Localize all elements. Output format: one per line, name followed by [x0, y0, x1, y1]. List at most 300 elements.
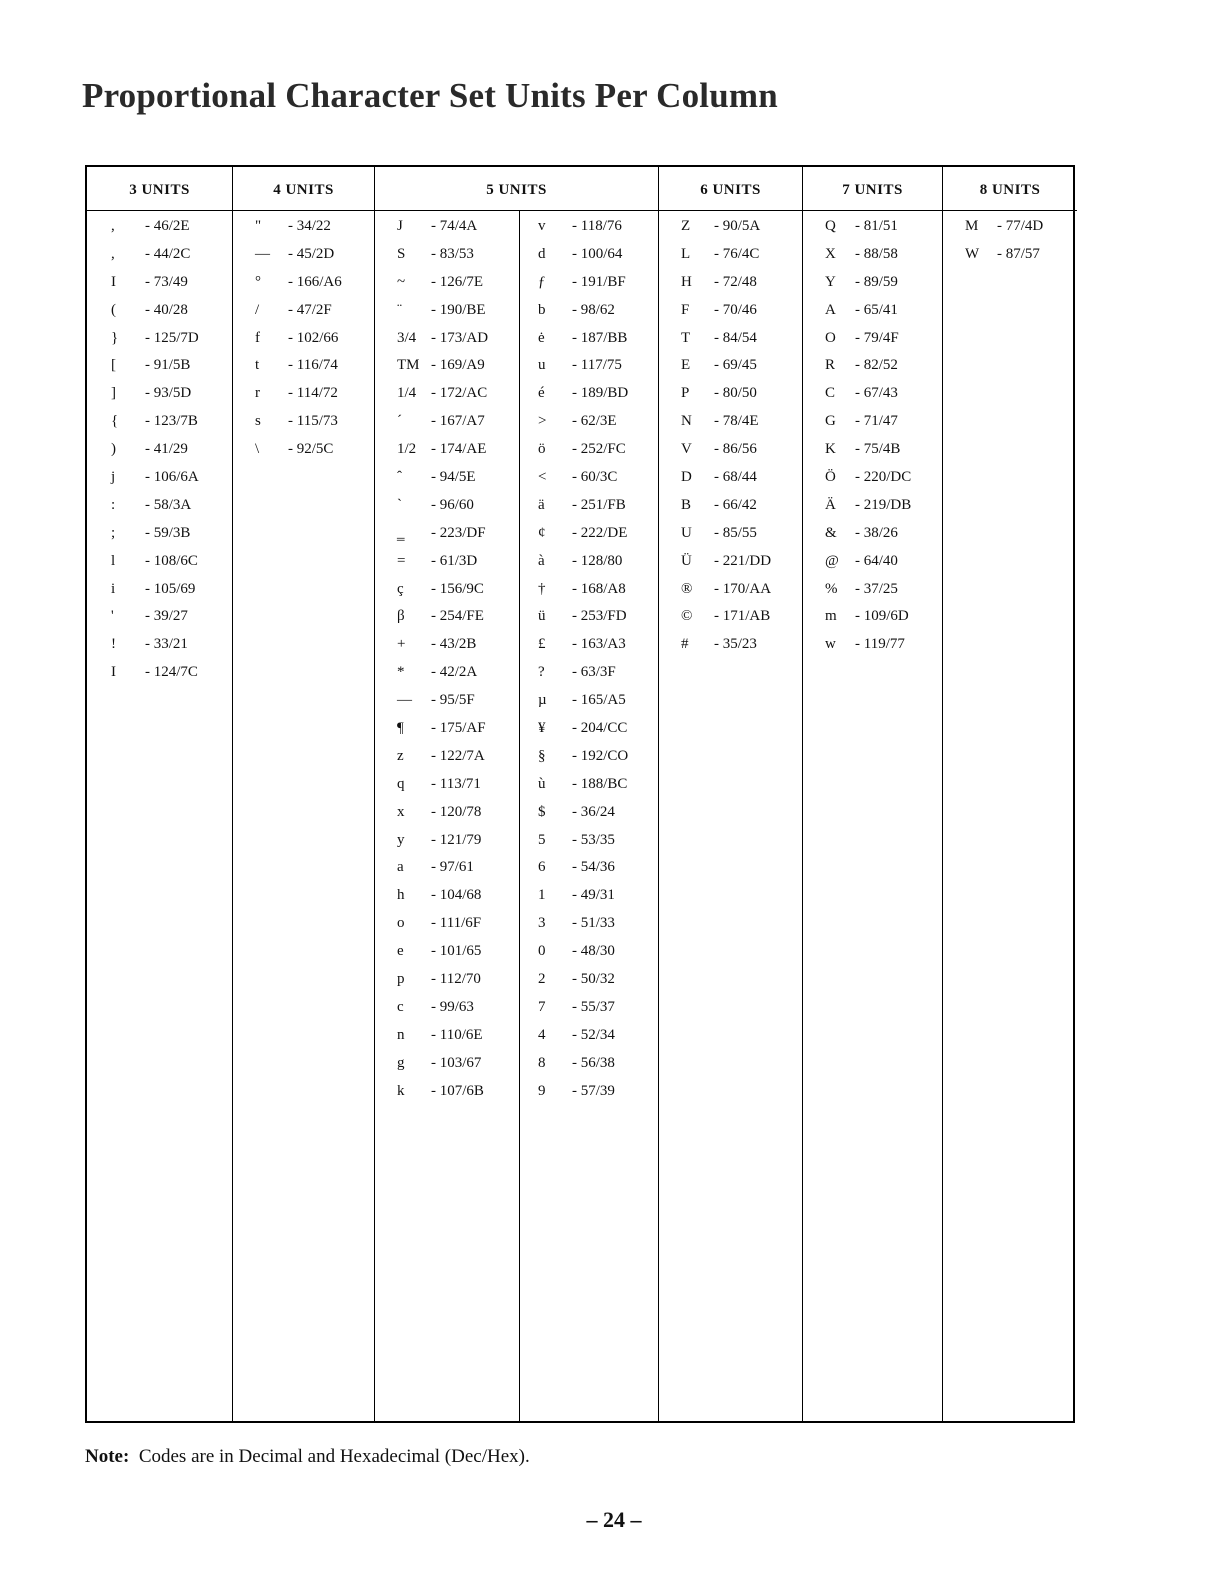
character-glyph: ~ — [397, 273, 406, 290]
column-header: 4 UNITS — [233, 167, 374, 211]
character-code: - 61/3D — [431, 552, 478, 569]
character-glyph: U — [681, 524, 692, 541]
character-glyph: Ö — [825, 469, 836, 486]
character-glyph: 5 — [538, 831, 546, 848]
character-entry — [87, 216, 232, 244]
character-code: - 222/DE — [572, 524, 628, 541]
character-code: - 85/55 — [714, 524, 757, 541]
character-glyph: β — [397, 608, 405, 625]
character-glyph: L — [681, 245, 691, 262]
character-code: - 97/61 — [431, 859, 474, 876]
character-code: - 90/5A — [714, 218, 761, 234]
character-entry — [659, 355, 802, 383]
column-header: 6 UNITS — [659, 167, 802, 211]
character-code: - 113/71 — [431, 775, 481, 792]
character-code: - 109/6D — [855, 608, 909, 625]
character-code: - 35/23 — [714, 636, 757, 653]
character-entry — [375, 244, 658, 272]
character-code: - 106/6A — [145, 469, 199, 486]
character-code: - 50/32 — [572, 971, 615, 988]
character-entry — [375, 662, 658, 690]
character-entry — [375, 1081, 658, 1109]
character-glyph: F — [681, 301, 690, 318]
character-glyph: † — [538, 580, 546, 597]
character-entry — [803, 328, 942, 356]
character-entry — [803, 495, 942, 523]
character-glyph: ˆ — [397, 469, 402, 486]
character-code: - 120/78 — [431, 803, 482, 820]
column-header: 7 UNITS — [803, 167, 942, 211]
character-list — [375, 216, 658, 1109]
character-code: - 49/31 — [572, 887, 615, 904]
character-glyph: a — [397, 859, 404, 876]
column-header: 3 UNITS — [87, 167, 232, 211]
character-code: - 100/64 — [572, 245, 623, 262]
character-code: - 44/2C — [145, 245, 191, 262]
character-code: - 91/5B — [145, 357, 191, 374]
units-column — [943, 167, 1077, 1421]
character-glyph: , — [111, 218, 115, 234]
character-code: - 96/60 — [431, 496, 474, 513]
character-list — [803, 216, 942, 662]
character-glyph: P — [681, 385, 690, 402]
character-code: - 124/7C — [145, 664, 198, 681]
character-glyph: t — [255, 357, 260, 374]
character-glyph: d — [538, 245, 546, 262]
character-entry — [375, 774, 658, 802]
units-column — [87, 167, 233, 1421]
character-entry — [803, 411, 942, 439]
character-entry — [803, 467, 942, 495]
character-glyph: p — [397, 971, 405, 988]
character-code: - 156/9C — [431, 580, 484, 597]
character-glyph: ù — [538, 775, 546, 792]
character-entry — [659, 411, 802, 439]
character-entry — [233, 383, 374, 411]
character-entry — [943, 216, 1077, 244]
character-glyph: ¶ — [397, 720, 404, 737]
character-entry — [87, 439, 232, 467]
page-number: – 24 – — [586, 1507, 642, 1532]
character-code: - 187/BB — [572, 329, 628, 346]
character-entry — [803, 551, 942, 579]
character-code: - 65/41 — [855, 301, 898, 318]
character-code: - 53/35 — [572, 831, 615, 848]
character-code: - 116/74 — [288, 357, 338, 374]
character-code: - 82/52 — [855, 357, 898, 374]
character-list — [233, 216, 374, 467]
character-entry — [87, 328, 232, 356]
units-column — [803, 167, 943, 1421]
character-glyph: I — [111, 664, 116, 681]
character-code: - 125/7D — [145, 329, 199, 346]
character-entry — [659, 439, 802, 467]
character-entry — [375, 718, 658, 746]
character-entry — [659, 467, 802, 495]
character-glyph: R — [825, 357, 836, 374]
character-code: - 70/46 — [714, 301, 757, 318]
character-glyph: : — [111, 496, 116, 513]
character-glyph: 2 — [538, 971, 546, 988]
character-code: - 37/25 — [855, 580, 898, 597]
character-entry — [659, 328, 802, 356]
character-glyph: o — [397, 915, 405, 932]
character-entry — [803, 579, 942, 607]
character-code: - 42/2A — [431, 664, 478, 681]
character-code: - 126/7E — [431, 273, 484, 290]
character-code: - 115/73 — [288, 413, 338, 430]
character-code: - 101/65 — [431, 943, 482, 960]
character-code: - 68/44 — [714, 469, 757, 486]
character-glyph: % — [825, 580, 838, 597]
character-code: - 107/6B — [431, 1082, 484, 1099]
character-code: - 110/6E — [431, 1026, 483, 1043]
column-header: 8 UNITS — [943, 167, 1077, 211]
character-glyph: Ü — [681, 552, 692, 569]
character-code: - 54/36 — [572, 859, 615, 876]
character-code: - 118/76 — [572, 218, 622, 234]
character-code: - 78/4E — [714, 413, 759, 430]
character-glyph: ! — [111, 636, 116, 653]
character-glyph: w — [825, 636, 836, 653]
character-code: - 190/BE — [431, 301, 486, 318]
character-code: - 254/FE — [431, 608, 484, 625]
character-glyph: © — [681, 608, 693, 625]
character-entry — [803, 523, 942, 551]
character-entry — [87, 411, 232, 439]
character-code: - 163/A3 — [572, 636, 626, 653]
character-entry — [233, 244, 374, 272]
character-glyph: B — [681, 496, 692, 513]
character-code: - 170/AA — [714, 580, 772, 597]
character-code: - 33/21 — [145, 636, 188, 653]
character-code: - 95/5F — [431, 692, 475, 709]
character-code: - 105/69 — [145, 580, 196, 597]
character-glyph: ‗ — [397, 524, 405, 541]
character-glyph: M — [965, 218, 979, 234]
character-glyph: N — [681, 413, 692, 430]
character-code: - 43/2B — [431, 636, 477, 653]
character-entry — [803, 355, 942, 383]
character-entry — [375, 579, 658, 607]
character-code: - 104/68 — [431, 887, 482, 904]
character-code: - 102/66 — [288, 329, 339, 346]
character-code: - 38/26 — [855, 524, 898, 541]
character-entry — [375, 802, 658, 830]
units-column — [375, 167, 659, 1421]
character-code: - 171/AB — [714, 608, 771, 625]
character-glyph: & — [825, 524, 837, 541]
character-glyph: m — [825, 608, 837, 625]
character-glyph: ü — [538, 608, 546, 625]
character-glyph: r — [255, 385, 260, 402]
character-entry — [87, 634, 232, 662]
character-code: - 89/59 — [855, 273, 898, 290]
character-code: - 46/2E — [145, 218, 190, 234]
character-code: - 94/5E — [431, 469, 476, 486]
character-entry — [803, 216, 942, 244]
character-list — [87, 216, 232, 690]
character-code: - 165/A5 — [572, 692, 626, 709]
character-entry — [87, 662, 232, 690]
character-glyph: @ — [825, 552, 839, 569]
character-code: - 93/5D — [145, 385, 192, 402]
character-glyph: b — [538, 301, 546, 318]
character-glyph: j — [111, 469, 116, 486]
character-code: - 34/22 — [288, 218, 331, 234]
character-code: - 108/6C — [145, 552, 198, 569]
character-glyph: ` — [397, 496, 402, 513]
character-entry — [233, 439, 374, 467]
character-code: - 36/24 — [572, 803, 615, 820]
character-code: - 83/53 — [431, 245, 474, 262]
character-entry — [375, 467, 658, 495]
character-code: - 66/42 — [714, 496, 757, 513]
character-glyph: i — [111, 580, 116, 597]
character-entry — [375, 885, 658, 913]
character-code: - 67/43 — [855, 385, 898, 402]
character-glyph: * — [397, 664, 405, 681]
character-code: - 167/A7 — [431, 413, 485, 430]
character-entry — [659, 300, 802, 328]
character-glyph: 0 — [538, 943, 546, 960]
character-code: - 76/4C — [714, 245, 760, 262]
character-glyph: ; — [111, 524, 116, 541]
character-glyph: ´ — [397, 413, 402, 430]
character-code: - 119/77 — [855, 636, 905, 653]
character-glyph: Z — [681, 218, 691, 234]
character-glyph: ¨ — [397, 301, 402, 318]
character-code: - 87/57 — [997, 245, 1040, 262]
character-glyph: 8 — [538, 1054, 546, 1071]
character-entry — [233, 216, 374, 244]
character-glyph: u — [538, 357, 546, 374]
character-entry — [375, 1025, 658, 1053]
character-code: - 122/7A — [431, 747, 485, 764]
character-list — [659, 216, 802, 662]
character-code: - 252/FC — [572, 441, 626, 458]
character-glyph: Q — [825, 218, 836, 234]
character-code: - 69/45 — [714, 357, 757, 374]
footnote — [85, 1446, 530, 1468]
character-entry — [803, 300, 942, 328]
character-code: - 77/4D — [997, 218, 1044, 234]
character-glyph: " — [255, 218, 262, 234]
character-glyph: = — [397, 552, 406, 569]
character-code: - 172/AC — [431, 385, 488, 402]
character-glyph: — — [397, 692, 412, 709]
character-glyph: µ — [538, 692, 547, 709]
character-entry — [803, 383, 942, 411]
character-glyph: à — [538, 552, 545, 569]
character-entry — [233, 300, 374, 328]
character-entry — [233, 328, 374, 356]
character-glyph: s — [255, 413, 261, 430]
character-glyph: ė — [538, 329, 545, 346]
character-entry — [87, 579, 232, 607]
character-entry — [375, 439, 658, 467]
character-glyph: ö — [538, 441, 546, 458]
character-glyph: $ — [538, 803, 546, 820]
character-entry — [233, 272, 374, 300]
character-code: - 84/54 — [714, 329, 757, 346]
note-label: Note: — [85, 1446, 130, 1467]
character-code: - 188/BC — [572, 775, 628, 792]
character-glyph: 7 — [538, 998, 546, 1015]
character-code: - 81/51 — [855, 218, 898, 234]
character-list — [943, 216, 1077, 272]
character-entry — [659, 272, 802, 300]
character-entry — [375, 411, 658, 439]
character-glyph: / — [255, 301, 260, 318]
character-glyph: # — [681, 636, 689, 653]
note-text: Codes are in Decimal and Hexadecimal (Dec/Hex). — [138, 1446, 530, 1467]
character-code: - 51/33 — [572, 915, 615, 932]
units-column — [659, 167, 803, 1421]
character-glyph: £ — [538, 636, 546, 653]
character-glyph: A — [825, 301, 836, 318]
character-glyph: TM — [397, 357, 420, 374]
character-glyph: C — [825, 385, 836, 402]
character-glyph: \ — [255, 441, 260, 458]
character-entry — [659, 634, 802, 662]
character-entry — [87, 272, 232, 300]
character-code: - 48/30 — [572, 943, 615, 960]
character-glyph: — — [255, 245, 270, 262]
character-entry — [943, 244, 1077, 272]
character-code: - 121/79 — [431, 831, 482, 848]
character-entry — [803, 634, 942, 662]
character-glyph: 4 — [538, 1026, 546, 1043]
character-entry — [87, 244, 232, 272]
character-entry — [375, 551, 658, 579]
character-glyph: y — [397, 831, 405, 848]
character-entry — [803, 272, 942, 300]
character-entry — [659, 551, 802, 579]
character-code: - 56/38 — [572, 1054, 615, 1071]
character-glyph: S — [397, 245, 406, 262]
character-glyph: § — [538, 747, 546, 764]
character-entry — [87, 606, 232, 634]
character-code: - 55/37 — [572, 998, 615, 1015]
character-entry — [803, 244, 942, 272]
character-entry — [87, 383, 232, 411]
character-glyph: [ — [111, 357, 116, 374]
character-entry — [375, 634, 658, 662]
character-glyph: T — [681, 329, 691, 346]
character-code: - 99/63 — [431, 998, 474, 1015]
character-glyph: ] — [111, 385, 116, 402]
character-glyph: q — [397, 775, 405, 792]
character-glyph: ( — [111, 301, 116, 318]
character-entry — [375, 1053, 658, 1081]
character-code: - 103/67 — [431, 1054, 482, 1071]
character-code: - 123/7B — [145, 413, 198, 430]
character-glyph: D — [681, 469, 692, 486]
character-code: - 112/70 — [431, 971, 481, 988]
character-glyph: 3/4 — [397, 329, 417, 346]
character-entry — [375, 328, 658, 356]
column-header: 5 UNITS — [375, 167, 658, 211]
character-code: - 111/6F — [431, 915, 482, 932]
character-glyph: ä — [538, 496, 545, 513]
character-entry — [375, 216, 658, 244]
character-code: - 60/3C — [572, 469, 618, 486]
character-code: - 47/2F — [288, 301, 332, 318]
character-glyph: ° — [255, 273, 261, 290]
page-title: Proportional Character Set Units Per Column — [82, 76, 778, 115]
character-glyph: g — [397, 1054, 405, 1071]
character-glyph: Ä — [825, 496, 836, 513]
character-glyph: ' — [111, 608, 114, 625]
character-entry — [659, 523, 802, 551]
character-code: - 204/CC — [572, 720, 628, 737]
character-code: - 169/A9 — [431, 357, 485, 374]
character-entry — [233, 411, 374, 439]
character-entry — [375, 606, 658, 634]
character-entry — [659, 383, 802, 411]
character-code: - 175/AF — [431, 720, 486, 737]
character-glyph: ƒ — [538, 273, 546, 290]
character-code: - 45/2D — [288, 245, 335, 262]
character-glyph: J — [397, 218, 403, 234]
character-code: - 57/39 — [572, 1082, 615, 1099]
character-entry — [375, 383, 658, 411]
character-code: - 168/A8 — [572, 580, 626, 597]
character-code: - 223/DF — [431, 524, 486, 541]
character-glyph: ® — [681, 580, 693, 597]
character-glyph: E — [681, 357, 691, 374]
character-code: - 219/DB — [855, 496, 912, 513]
character-entry — [87, 495, 232, 523]
character-entry — [375, 857, 658, 885]
character-entry — [375, 913, 658, 941]
character-glyph: e — [397, 943, 404, 960]
character-entry — [659, 244, 802, 272]
character-code: - 189/BD — [572, 385, 629, 402]
character-glyph: > — [538, 413, 547, 430]
character-code: - 74/4A — [431, 218, 478, 234]
character-code: - 79/4F — [855, 329, 899, 346]
character-code: - 40/28 — [145, 301, 188, 318]
character-code: - 192/CO — [572, 747, 629, 764]
character-code: - 173/AD — [431, 329, 489, 346]
character-entry — [803, 606, 942, 634]
character-glyph: n — [397, 1026, 405, 1043]
character-entry — [87, 355, 232, 383]
character-code: - 71/47 — [855, 413, 898, 430]
character-code: - 88/58 — [855, 245, 898, 262]
character-units-table — [85, 165, 1075, 1423]
character-entry — [87, 551, 232, 579]
character-code: - 92/5C — [288, 441, 334, 458]
character-code: - 59/3B — [145, 524, 191, 541]
character-code: - 86/56 — [714, 441, 757, 458]
character-entry — [87, 467, 232, 495]
character-glyph: v — [538, 218, 546, 234]
character-code: - 117/75 — [572, 357, 622, 374]
character-entry — [375, 495, 658, 523]
character-entry — [375, 941, 658, 969]
character-glyph: ¥ — [538, 720, 546, 737]
character-glyph: G — [825, 413, 836, 430]
character-glyph: < — [538, 469, 547, 486]
character-glyph: K — [825, 441, 836, 458]
character-glyph: } — [111, 329, 119, 346]
character-code: - 166/A6 — [288, 273, 342, 290]
character-glyph: l — [111, 552, 116, 569]
character-code: - 253/FD — [572, 608, 627, 625]
